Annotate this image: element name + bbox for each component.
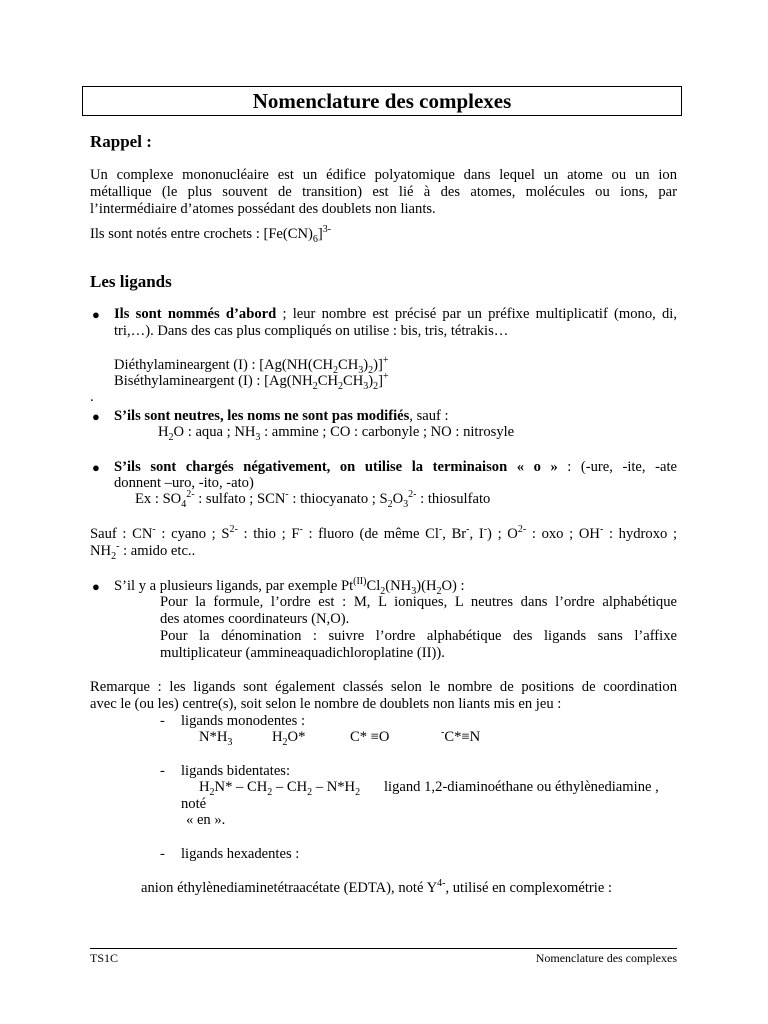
example-diethylamineargent: Diéthylamineargent (I) : $[Ag(NH(CH_2CH_3)_2)]^+$	[114, 355, 389, 376]
bullet-neutral: S’ils sont neutres, les noms ne sont pas modifiés, sauf :	[114, 408, 449, 424]
bullet-icon: ●	[92, 460, 100, 475]
rappel-heading: Rappel :	[90, 132, 152, 151]
monodentate-example-co: C* ≡O	[350, 729, 390, 745]
list-dash: -	[160, 763, 165, 779]
hexadentate-label: ligands hexadentes :	[181, 846, 300, 862]
stray-dot: .	[90, 389, 94, 405]
bidentate-note: noté	[181, 796, 207, 812]
exceptions-line-2: $NH_2^-$ : amido etc..	[90, 541, 196, 562]
rappel-paragraph	[90, 167, 677, 218]
footer-left: TS1C	[90, 951, 119, 965]
negative-endings: donnent –uro, -ito, -ato)	[114, 475, 254, 491]
monodentate-example-nh3: $N*H_3$	[199, 729, 233, 748]
list-dash: -	[160, 846, 165, 862]
bullet-icon: ●	[92, 579, 100, 594]
rappel-notation: Ils sont notés entre crochets : $[Fe(CN)_6]^{3-}$	[90, 224, 332, 245]
monodentate-label: ligands monodentes :	[181, 713, 306, 729]
bullet-icon: ●	[92, 409, 100, 424]
list-dash: -	[160, 713, 165, 729]
rappel-line-1: Un complexe mononucléaire est un édifice polyatomique dans lequel un atome ou un ion	[90, 167, 677, 183]
page-title: Nomenclature des complexes	[82, 86, 682, 116]
bidentate-description: ligand 1,2-diaminoéthane ou éthylènediamine ,	[384, 779, 659, 795]
bullet-named-first: Ils sont nommés d’abord ; leur nombre est précisé par un préfixe multiplicatif (mono, di, tri,…). Dans des cas plus compliqués on utilise : bis, tris, tétrakis…	[114, 306, 677, 339]
bullet-multiple-ligands: S’il y a plusieurs ligands, par exemple $Pt^{(II)}Cl_2(NH_3)(H_2O)$ :	[114, 576, 465, 597]
footer-right: Nomenclature des complexes	[535, 951, 677, 965]
neutral-ligands-list: $H_2O$ : aqua ; $NH_3$ : ammine ; CO : carbonyle ; NO : nitrosyle	[158, 424, 515, 443]
bullet-negative: S’ils sont chargés négativement, on utilise la terminaison « o » : (-ure, -ite, -ate	[114, 459, 677, 475]
bidentate-formula: $H_2N* - CH_2 - CH_2 - N*H_2$	[199, 779, 361, 798]
formula-order-rule: Pour la formule, l’ordre est : M, L ioniques, L neutres dans l’ordre alphabétique des atomes coordinateurs (N,O). Pour la dénomination : suivre l’ordre alphabétique des ligands sans l’affixe multiplicateur (ammineaquadichloroplatine (II)).	[160, 594, 677, 661]
footer-divider	[90, 948, 677, 949]
example-bisethylamineargent: Biséthylamineargent (I) : $[Ag(NH_2CH_2CH_3)_2]^+$	[114, 371, 389, 392]
bidentate-label: ligands bidentates:	[181, 763, 291, 779]
rappel-line-2: métallique (le plus souvent de transition) est lié à des atomes, molécules ou ions, par	[90, 184, 677, 200]
bidentate-abbreviation: « en ».	[186, 812, 226, 828]
remark-paragraph: Remarque : les ligands sont également classés selon le nombre de positions de coordination avec le (ou les) centre(s), soit selon le nombre de doublets non liants mis en jeu :	[90, 679, 677, 712]
exceptions-line-1: Sauf : CN- : cyano ; $S^{2-}$ : thio ; F- : fluoro (de même Cl-, Br-, I-) ; $O^{2-}$ : oxo ; OH- : hydroxo ;	[90, 524, 678, 542]
negative-examples: Ex : $SO_4^{2-}$ : sulfato ; SCN- : thiocyanato ; $S_2O_3^{2-}$ : thiosulfato	[135, 489, 491, 510]
rappel-line-3: l’intermédiaire d’atomes possédant des doublets non liants.	[90, 201, 436, 217]
monodentate-example-h2o: $H_2O*$	[272, 729, 306, 748]
ligands-heading: Les ligands	[90, 272, 172, 291]
monodentate-example-cn: -C*≡N	[441, 727, 481, 745]
bullet-icon: ●	[92, 307, 100, 322]
edta-description: anion éthylènediaminetétraacétate (EDTA), noté $Y^{4-}$, utilisé en complexométrie :	[141, 878, 613, 896]
